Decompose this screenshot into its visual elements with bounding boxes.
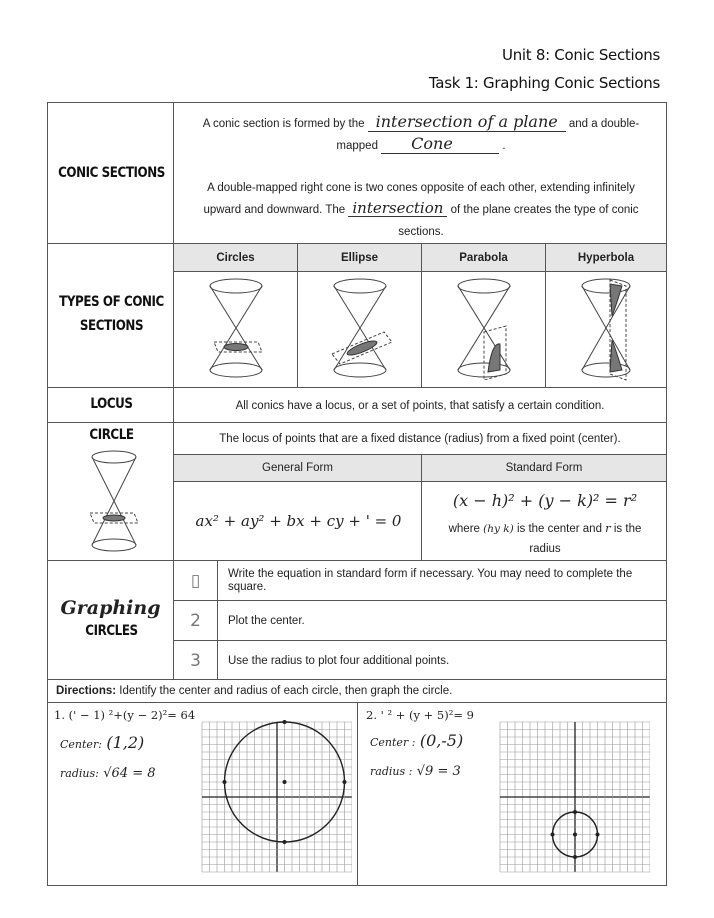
- problem2-equation: 2. ' ² + (y + 5)²= 9: [366, 708, 474, 722]
- graph2-radius-point: [573, 810, 577, 814]
- graphing-label-circles: CIRCLES: [85, 623, 138, 639]
- standard-form-equation: (x − h)² + (y − k)² = r²: [452, 491, 638, 510]
- cs-line1-post: and a double-: [568, 118, 640, 130]
- problem1-radius-label: radius:: [60, 767, 99, 780]
- graph2-radius-point: [596, 833, 600, 837]
- directions-text: Identify the center and radius of each circle, then graph the circle.: [119, 685, 453, 697]
- cs-line2-pre: mapped: [336, 140, 378, 152]
- problem2-center-value: (0,-5): [419, 731, 464, 750]
- step2-text: Plot the center.: [217, 600, 667, 641]
- problem2-graph[interactable]: [498, 720, 650, 880]
- step1-number: ▯: [173, 560, 218, 601]
- graph2-radius-point: [551, 833, 555, 837]
- standard-note-r: r: [605, 521, 611, 535]
- problem1-radius-value: √64 = 8: [103, 766, 156, 781]
- graphing-label-cell: [47, 560, 174, 680]
- cs-para-pre: A double-mapped right cone is two cones opposite of each other, extending infinitely upward and downward. The: [203, 182, 635, 216]
- cone-circle-small-icon: [86, 449, 142, 553]
- graph2-radius-point: [573, 855, 577, 859]
- standard-note-post: is the radius: [529, 523, 642, 555]
- graph1-center-point: [283, 780, 287, 784]
- problem2-radius-value: √9 = 3: [416, 764, 461, 779]
- problem1-center-label: Center:: [60, 738, 102, 751]
- task-title: Task 1: Graphing Conic Sections: [428, 74, 660, 92]
- locus-text: All conics have a locus, or a set of points, that satisfy a certain condition.: [173, 387, 667, 423]
- cs-fill-intersection-plane: intersection of a plane: [368, 113, 566, 132]
- cs-line1-pre: A conic section is formed by the: [202, 118, 365, 130]
- problem2-center-label: Center :: [370, 736, 416, 749]
- conic-sections-label: CONIC SECTIONS: [58, 165, 165, 181]
- circle-text: The locus of points that are a fixed distance (radius) from a fixed point (center).: [173, 422, 667, 455]
- cs-line2-post: .: [502, 140, 506, 152]
- graph2-center-point: [573, 833, 577, 837]
- types-label-line2: SECTIONS: [79, 318, 144, 334]
- standard-form-header: Standard Form: [421, 454, 667, 482]
- step1-text: Write the equation in standard form if necessary. You may need to complete the square.: [217, 560, 667, 601]
- type-col-ellipse: Ellipse: [297, 243, 422, 272]
- cone-hyperbola-icon: [572, 276, 642, 384]
- general-form-cell: [173, 481, 422, 561]
- graph1-radius-point: [283, 720, 287, 724]
- step3-number: 3: [173, 640, 218, 680]
- standard-note-pre: where: [448, 523, 480, 535]
- locus-label-cell: [47, 387, 174, 423]
- standard-note-hk: (hy k): [483, 523, 514, 535]
- cone-parabola-icon: [448, 276, 520, 380]
- cs-para-post: of the plane creates the type of conic sections.: [398, 204, 639, 238]
- cone-ellipse-icon: [322, 276, 398, 380]
- conic-sections-content: [173, 102, 667, 244]
- general-form-equation: ax² + ay² + bx + cy + ' = 0: [195, 512, 402, 530]
- directions-row: [47, 679, 667, 703]
- standard-form-cell: [421, 481, 667, 561]
- problem1-equation: 1. (' − 1) ²+(y − 2)²= 64: [54, 708, 196, 722]
- circle-label-cell: [47, 422, 174, 561]
- directions-label: Directions:: [56, 685, 117, 697]
- circle-label: CIRCLE: [89, 427, 134, 443]
- problem1-graph[interactable]: [200, 720, 352, 880]
- types-label-line1: TYPES OF CONIC: [59, 294, 164, 310]
- problem2-radius-label: radius :: [370, 765, 413, 778]
- types-label-cell: [47, 243, 174, 388]
- general-form-header: General Form: [173, 454, 422, 482]
- problem1-center-value: (1,2): [106, 733, 145, 752]
- unit-title: Unit 8: Conic Sections: [502, 46, 660, 64]
- conic-sections-label-cell: [47, 102, 174, 244]
- type-col-hyperbola: Hyperbola: [545, 243, 667, 272]
- graph1-radius-point: [343, 780, 347, 784]
- locus-label: LOCUS: [90, 396, 133, 412]
- cs-fill-intersection: intersection: [348, 200, 447, 217]
- cone-circle-icon: [200, 276, 272, 380]
- step3-text: Use the radius to plot four additional points.: [217, 640, 667, 680]
- step2-number: 2: [173, 600, 218, 641]
- standard-note-mid: is the center and: [516, 523, 602, 535]
- type-col-circles: Circles: [173, 243, 298, 272]
- graph1-radius-point: [223, 780, 227, 784]
- type-col-parabola: Parabola: [421, 243, 546, 272]
- graph1-radius-point: [283, 840, 287, 844]
- graphing-label-script: Graphing: [60, 597, 161, 619]
- cs-fill-cone: Cone: [381, 135, 499, 154]
